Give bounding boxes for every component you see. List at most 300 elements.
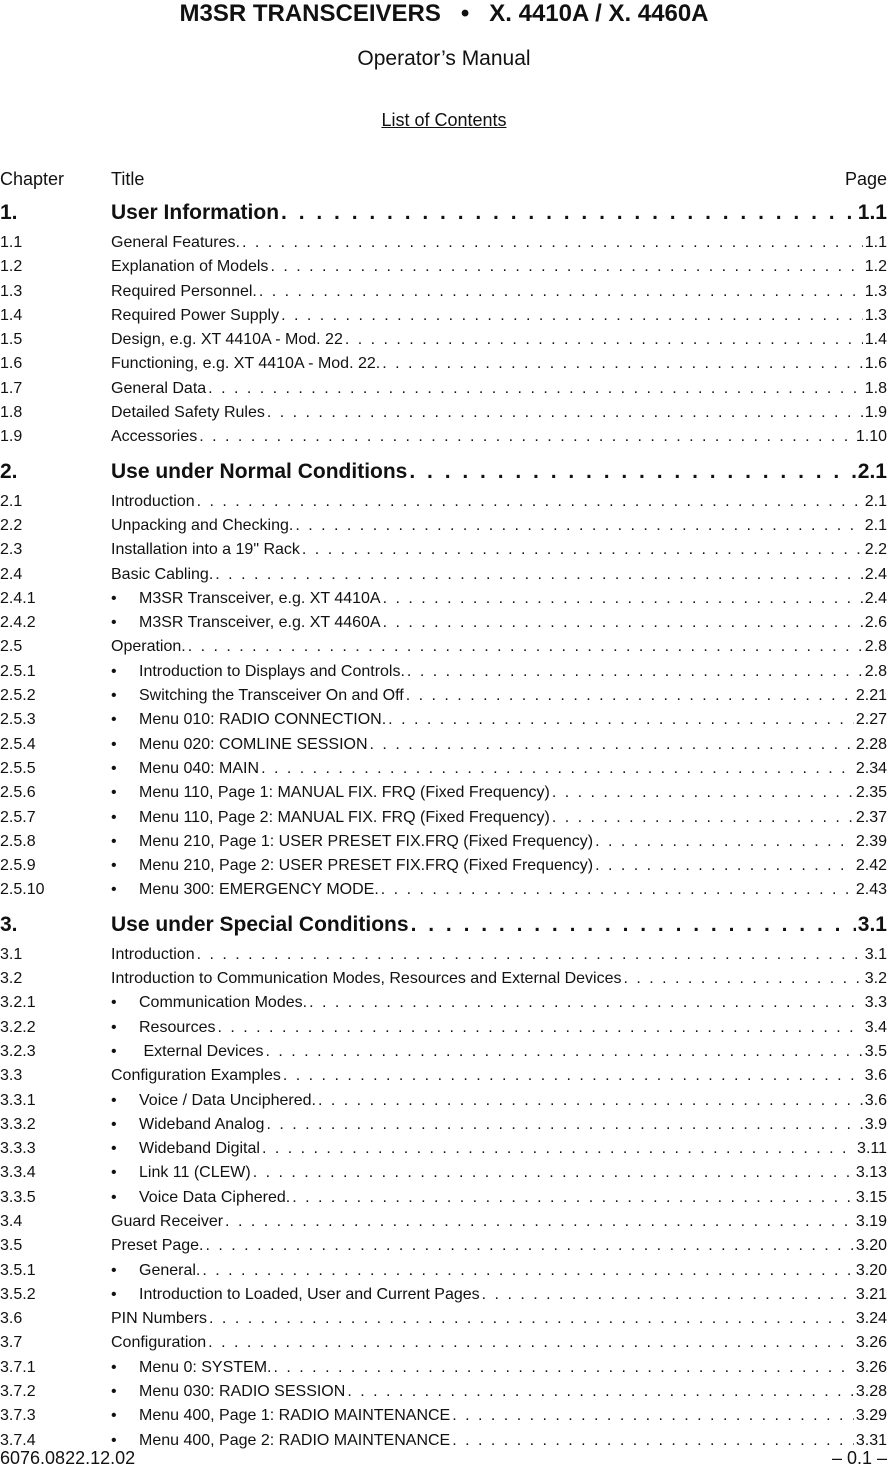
- toc-entry: [0, 514, 888, 538]
- toc-entry-body: [111, 255, 887, 279]
- toc-entry-page: 3.20: [855, 1237, 887, 1255]
- toc-entry-page: 3.1: [864, 945, 887, 963]
- dot-leader: [261, 757, 854, 781]
- toc-entry-page: 3.21: [855, 1285, 887, 1303]
- toc-entry: [0, 878, 888, 902]
- bullet-icon: •: [111, 1285, 117, 1303]
- toc-entry-title: Configuration Examples: [111, 1067, 281, 1085]
- bullet-icon: •: [111, 832, 117, 850]
- toc-entry-page: 2.34: [855, 759, 887, 777]
- dot-leader: [274, 1356, 854, 1380]
- contents-heading-text: List of Contents: [381, 110, 507, 130]
- toc-entry-body: [111, 1186, 887, 1210]
- toc-entry-body: [111, 1283, 887, 1307]
- toc-entry-body: [111, 1064, 887, 1088]
- toc-entry-title: Communication Modes.: [139, 994, 308, 1012]
- toc-entry: [0, 1186, 888, 1210]
- toc-entry-page: 1.2: [864, 258, 887, 276]
- toc-entry-number: 1.: [0, 201, 18, 224]
- bullet-icon: •: [111, 614, 117, 632]
- toc-entry-title: Guard Receiver: [111, 1212, 224, 1230]
- toc-entry-body: [111, 1089, 887, 1113]
- toc-entry: [0, 280, 888, 304]
- toc-entry-title: Voice Data Ciphered.: [139, 1188, 291, 1206]
- dot-leader: [267, 401, 863, 425]
- toc-entry-body: [111, 538, 887, 562]
- toc-entry-number: 1.9: [0, 428, 23, 446]
- toc-entry-title: Menu 210, Page 1: USER PRESET FIX.FRQ (Fixed Frequency): [139, 832, 594, 850]
- toc-entry-body: [111, 563, 887, 587]
- dot-leader: [595, 854, 854, 878]
- dot-leader: [209, 1307, 854, 1331]
- dot-leader: [199, 425, 854, 449]
- toc-entry: [0, 1331, 888, 1355]
- toc-entry-number: 3.: [0, 912, 18, 936]
- dot-leader: [225, 1210, 854, 1234]
- bullet-icon: •: [111, 1358, 117, 1376]
- toc-entry-title: Menu 010: RADIO CONNECTION.: [139, 711, 387, 729]
- dot-leader: [281, 304, 863, 328]
- toc-entry-number: 3.3.2: [0, 1115, 36, 1133]
- toc-entry: [0, 635, 888, 659]
- toc-entry-number: 3.5: [0, 1237, 23, 1255]
- toc-chapter-entry: [0, 198, 888, 231]
- toc-entry: [0, 684, 888, 708]
- toc-entry-number: 3.6: [0, 1310, 23, 1328]
- dot-leader: [242, 231, 863, 255]
- dot-leader: [292, 1186, 854, 1210]
- toc-entry-title: Functioning, e.g. XT 4410A - Mod. 22.: [111, 355, 381, 373]
- toc-entry-title: Installation into a 19" Rack: [111, 541, 300, 559]
- toc-entry-title: M3SR Transceiver, e.g. XT 4460A: [139, 614, 381, 632]
- toc-entry: [0, 425, 888, 449]
- toc-entry-body: [111, 231, 887, 255]
- toc-entry: [0, 1259, 888, 1283]
- bullet-icon: •: [111, 1188, 117, 1206]
- toc-entry-page: 2.2: [864, 541, 887, 559]
- toc-entry-title: Menu 030: RADIO SESSION: [139, 1383, 346, 1401]
- bullet-icon: •: [111, 687, 117, 705]
- toc-entry: [0, 1016, 888, 1040]
- toc-entry-body: [111, 352, 887, 376]
- toc-entry-page: 1.3: [864, 306, 887, 324]
- toc-entry-body: [111, 514, 887, 538]
- column-header-chapter: Chapter: [0, 169, 65, 189]
- document-subtitle: Operator’s Manual: [357, 47, 531, 70]
- toc-entry-body: [111, 1016, 887, 1040]
- toc-entry-body: [111, 943, 887, 967]
- dot-leader: [266, 1040, 863, 1064]
- toc-entry: [0, 490, 888, 514]
- toc-entry: [0, 1234, 888, 1258]
- toc-entry: [0, 854, 888, 878]
- dot-leader: [253, 1161, 854, 1185]
- bullet-icon: •: [111, 1407, 117, 1425]
- toc-entry: [0, 1040, 888, 1064]
- toc-entry-title: Explanation of Models: [111, 258, 269, 276]
- toc-entry-title: General Features.: [111, 234, 240, 251]
- table-of-contents: [0, 198, 888, 1453]
- toc-entry-title: Voice / Data Unciphered.: [139, 1091, 316, 1109]
- toc-entry-title: M3SR Transceiver, e.g. XT 4410A: [139, 589, 381, 607]
- toc-entry-body: [111, 490, 887, 514]
- toc-entry-number: 1.4: [0, 306, 23, 324]
- toc-entry-page: 1.8: [864, 379, 887, 397]
- toc-entry-title: Use under Normal Conditions: [111, 459, 408, 483]
- toc-entry-number: 3.1: [0, 945, 23, 963]
- toc-entry-number: 2.5.5: [0, 759, 36, 777]
- bullet-icon: •: [111, 1261, 117, 1279]
- toc-entry: [0, 328, 888, 352]
- toc-entry-body: [111, 1161, 887, 1185]
- toc-entry-body: [111, 1259, 887, 1283]
- toc-entry-page: 2.21: [855, 687, 887, 705]
- toc-entry: [0, 1137, 888, 1161]
- toc-entry-page: 3.9: [864, 1115, 887, 1133]
- toc-entry-page: 2.35: [855, 784, 887, 802]
- bullet-icon: •: [111, 759, 117, 777]
- toc-entry-number: 2.5.10: [0, 881, 45, 899]
- toc-entry: [0, 660, 888, 684]
- toc-entry-title: PIN Numbers: [111, 1310, 208, 1328]
- toc-entry: [0, 1380, 888, 1404]
- toc-entry-body: [111, 660, 887, 684]
- page-footer: [0, 1446, 888, 1470]
- dot-leader: [266, 1113, 862, 1137]
- toc-entry-title: Menu 210, Page 2: USER PRESET FIX.FRQ (Fixed Frequency): [139, 857, 594, 875]
- bullet-icon: •: [111, 1383, 117, 1401]
- dot-leader: [595, 830, 854, 854]
- toc-entry-title: Menu 300: EMERGENCY MODE.: [139, 881, 379, 899]
- toc-entry: [0, 1210, 888, 1234]
- toc-entry-number: 1.6: [0, 355, 23, 373]
- dot-leader: [188, 635, 863, 659]
- toc-entry-title: Detailed Safety Rules: [111, 404, 265, 422]
- toc-entry: [0, 806, 888, 830]
- toc-entry-number: 3.7.1: [0, 1358, 36, 1376]
- toc-entry-page: 2.6: [864, 614, 887, 632]
- dot-leader: [206, 1234, 854, 1258]
- dot-leader: [215, 563, 862, 587]
- toc-entry-page: 2.42: [855, 857, 887, 875]
- toc-entry-page: 3.3: [864, 994, 887, 1012]
- toc-entry-number: 1.7: [0, 379, 23, 397]
- dot-leader: [295, 514, 862, 538]
- toc-entry-page: 3.13: [855, 1164, 887, 1182]
- toc-entry-page: 3.1: [857, 912, 887, 936]
- toc-entry-body: [111, 757, 887, 781]
- toc-entry-title: Required Power Supply: [111, 306, 280, 324]
- column-header-title: Title: [111, 169, 145, 189]
- bullet-icon: •: [111, 881, 117, 899]
- toc-entry-number: 2.5.7: [0, 808, 36, 826]
- toc-entry-page: 3.26: [855, 1334, 887, 1352]
- toc-entry-number: 2.5: [0, 638, 23, 656]
- toc-entry-body: [111, 1113, 887, 1137]
- toc-entry-body: [111, 611, 887, 635]
- toc-entry-title: Menu 400, Page 2: RADIO MAINTENANCE: [139, 1431, 451, 1449]
- toc-entry-number: 3.7: [0, 1334, 23, 1352]
- toc-entry-body: [111, 733, 887, 757]
- toc-entry-page: 1.3: [864, 282, 887, 300]
- toc-entry-page: 3.6: [864, 1091, 887, 1109]
- dot-leader: [383, 587, 863, 611]
- toc-entry-title: Use under Special Conditions: [111, 912, 409, 936]
- toc-entry-page: 2.39: [855, 832, 887, 850]
- dot-leader: [407, 660, 863, 684]
- toc-entry-page: 1.6: [864, 355, 887, 373]
- dot-leader: [202, 1259, 853, 1283]
- toc-entry: [0, 1404, 888, 1428]
- dot-leader: [262, 1137, 855, 1161]
- toc-entry-number: 2.5.1: [0, 662, 36, 680]
- toc-entry-body: [111, 1040, 887, 1064]
- toc-entry: [0, 830, 888, 854]
- bullet-icon: •: [111, 784, 117, 802]
- toc-entry-body: [111, 878, 887, 902]
- toc-entry: [0, 563, 888, 587]
- toc-entry: [0, 1064, 888, 1088]
- dot-leader: [281, 198, 856, 228]
- toc-entry-number: 1.2: [0, 258, 23, 276]
- toc-entry-body: [111, 806, 887, 830]
- toc-chapter-entry: [0, 910, 888, 943]
- toc-entry-page: 2.4: [864, 565, 887, 583]
- bullet-icon: •: [111, 662, 117, 680]
- dot-leader: [283, 1064, 863, 1088]
- toc-entry-number: 3.3: [0, 1067, 23, 1085]
- toc-entry-page: 1.1: [864, 234, 887, 251]
- toc-entry-number: 1.1: [0, 234, 23, 251]
- dot-leader: [318, 1089, 863, 1113]
- column-header-page: Page: [844, 169, 887, 189]
- dot-leader: [197, 943, 863, 967]
- toc-entry: [0, 991, 888, 1015]
- toc-entry: [0, 231, 888, 255]
- toc-entry-title: Introduction to Displays and Controls.: [139, 662, 405, 680]
- toc-entry-number: 2.1: [0, 492, 23, 510]
- toc-entry-number: 2.5.6: [0, 784, 36, 802]
- toc-entry-number: 1.3: [0, 282, 23, 300]
- dot-leader: [382, 352, 863, 376]
- toc-entry-title: General.: [139, 1261, 201, 1279]
- toc-entry-page: 3.24: [855, 1310, 887, 1328]
- toc-entry-title: Introduction to Loaded, User and Current Pages: [139, 1285, 480, 1303]
- toc-entry-page: 1.9: [864, 404, 887, 422]
- toc-entry-page: 3.20: [855, 1261, 887, 1279]
- toc-entry-title: Operation.: [111, 638, 186, 656]
- dot-leader: [345, 328, 863, 352]
- bullet-icon: •: [111, 857, 117, 875]
- dot-leader: [623, 967, 862, 991]
- toc-entry-number: 2.5.8: [0, 832, 36, 850]
- dot-leader: [552, 806, 854, 830]
- dot-leader: [383, 611, 863, 635]
- toc-entry: [0, 1161, 888, 1185]
- toc-entry-title: Switching the Transceiver On and Off: [139, 687, 404, 705]
- toc-entry-number: 2.5.2: [0, 687, 36, 705]
- toc-entry-page: 2.27: [855, 711, 887, 729]
- toc-entry-title: Introduction: [111, 492, 195, 510]
- toc-entry-page: 1.1: [857, 201, 887, 224]
- toc-entry-title: User Information: [111, 201, 280, 224]
- toc-entry-title: Basic Cabling.: [111, 565, 214, 583]
- toc-entry-body: [111, 781, 887, 805]
- toc-entry-page: 3.5: [864, 1042, 887, 1060]
- bullet-icon: •: [111, 808, 117, 826]
- toc-entry-number: 2.5.3: [0, 711, 36, 729]
- toc-entry-page: 1.10: [855, 428, 887, 446]
- toc-entry-title: Unpacking and Checking.: [111, 516, 294, 534]
- toc-entry-page: 2.1: [857, 459, 887, 483]
- toc-entry-number: 3.2.2: [0, 1018, 36, 1036]
- toc-entry-body: [111, 587, 887, 611]
- toc-entry-body: [111, 1210, 887, 1234]
- toc-entry: [0, 1307, 888, 1331]
- toc-entry-body: [111, 854, 887, 878]
- toc-entry-body: [111, 401, 887, 425]
- toc-entry-title: Configuration: [111, 1334, 207, 1352]
- toc-entry-number: 2.4: [0, 565, 23, 583]
- toc-entry-number: 2.3: [0, 541, 23, 559]
- toc-entry-body: [111, 830, 887, 854]
- dot-leader: [482, 1283, 854, 1307]
- toc-entry: [0, 733, 888, 757]
- dot-leader: [411, 910, 856, 940]
- dot-leader: [208, 377, 863, 401]
- toc-entry-number: 3.3.3: [0, 1140, 36, 1158]
- dot-leader: [388, 708, 854, 732]
- toc-entry-body: [111, 708, 887, 732]
- toc-entry-title: General Data: [111, 379, 207, 397]
- toc-entry-page: 1.4: [864, 331, 887, 349]
- bullet-icon: •: [111, 589, 117, 607]
- toc-entry-body: [111, 684, 887, 708]
- bullet-icon: •: [111, 1140, 117, 1158]
- toc-entry-number: 3.5.2: [0, 1285, 36, 1303]
- toc-entry-number: 3.5.1: [0, 1261, 36, 1279]
- toc-entry: [0, 781, 888, 805]
- toc-entry-body: [111, 635, 887, 659]
- toc-entry-number: 1.8: [0, 404, 23, 422]
- dot-leader: [552, 781, 854, 805]
- toc-entry-number: 3.7.3: [0, 1407, 36, 1425]
- toc-entry-body: [111, 280, 887, 304]
- column-headers: [0, 168, 888, 190]
- toc-entry-page: 2.1: [864, 516, 887, 534]
- toc-entry-body: [111, 1234, 887, 1258]
- toc-entry-body: [111, 1356, 887, 1380]
- toc-entry: [0, 1283, 888, 1307]
- dot-leader: [381, 878, 854, 902]
- bullet-icon: •: [111, 994, 117, 1012]
- dot-leader: [197, 490, 863, 514]
- bullet-icon: •: [111, 1091, 117, 1109]
- toc-entry-number: 2.5.9: [0, 857, 36, 875]
- bullet-icon: •: [111, 735, 117, 753]
- toc-entry-body: [111, 457, 887, 487]
- toc-entry-number: 3.3.1: [0, 1091, 36, 1109]
- toc-entry-body: [111, 377, 887, 401]
- toc-entry-number: 3.3.5: [0, 1188, 36, 1206]
- toc-entry: [0, 943, 888, 967]
- toc-entry: [0, 1356, 888, 1380]
- toc-entry-page: 2.28: [855, 735, 887, 753]
- toc-entry-body: [111, 198, 887, 228]
- dot-leader: [406, 684, 854, 708]
- document-title: M3SR TRANSCEIVERS • X. 4410A / X. 4460A: [179, 0, 709, 27]
- toc-entry-title: Link 11 (CLEW): [139, 1164, 251, 1182]
- toc-entry-body: [111, 910, 887, 940]
- toc-entry: [0, 967, 888, 991]
- dot-leader: [217, 1016, 862, 1040]
- toc-entry-title: Introduction to Communication Modes, Resources and External Devices: [111, 970, 622, 988]
- dot-leader: [347, 1380, 854, 1404]
- toc-entry-number: 2.2: [0, 516, 23, 534]
- toc-entry-body: [111, 967, 887, 991]
- dot-leader: [302, 538, 863, 562]
- toc-entry-number: 2.4.2: [0, 614, 36, 632]
- bullet-icon: •: [111, 1115, 117, 1133]
- toc-entry-title: Wideband Digital: [139, 1140, 260, 1158]
- toc-entry-number: 2.: [0, 459, 18, 483]
- toc-entry-title: Accessories: [111, 428, 198, 446]
- toc-entry-page: 3.29: [855, 1407, 887, 1425]
- dot-leader: [208, 1331, 854, 1355]
- toc-entry-page: 3.28: [855, 1383, 887, 1401]
- toc-entry-body: [111, 1331, 887, 1355]
- toc-entry-page: 3.2: [864, 970, 887, 988]
- toc-entry-body: [111, 1307, 887, 1331]
- dot-leader: [452, 1404, 854, 1428]
- toc-entry-number: 3.2: [0, 970, 23, 988]
- toc-entry-title: Resources: [139, 1018, 216, 1036]
- toc-entry: [0, 255, 888, 279]
- toc-entry: [0, 377, 888, 401]
- contents-heading: [0, 109, 888, 131]
- bullet-icon: •: [111, 1431, 117, 1449]
- toc-entry-number: 2.5.4: [0, 735, 36, 753]
- toc-chapter-entry: [0, 457, 888, 490]
- toc-entry-body: [111, 304, 887, 328]
- dot-leader: [270, 255, 862, 279]
- toc-entry-number: 1.5: [0, 331, 23, 349]
- document-number: 6076.0822.12.02: [0, 1448, 136, 1468]
- toc-entry-title: Menu 0: SYSTEM.: [139, 1358, 272, 1376]
- bullet-icon: •: [111, 1164, 117, 1182]
- toc-entry-page: 3.11: [857, 1140, 887, 1158]
- toc-entry-title: Required Personnel.: [111, 282, 257, 300]
- toc-entry-number: 3.2.1: [0, 994, 36, 1012]
- toc-entry: [0, 708, 888, 732]
- toc-entry-body: [111, 328, 887, 352]
- toc-entry: [0, 401, 888, 425]
- dot-leader: [259, 280, 863, 304]
- bullet-icon: •: [111, 1042, 117, 1060]
- toc-entry-page: 2.8: [864, 662, 887, 680]
- dot-leader: [370, 733, 854, 757]
- toc-entry-number: 3.7.4: [0, 1431, 36, 1449]
- toc-entry: [0, 1113, 888, 1137]
- toc-entry: [0, 587, 888, 611]
- toc-entry-title: Menu 020: COMLINE SESSION: [139, 735, 368, 753]
- toc-entry-page: 2.1: [864, 492, 887, 510]
- dot-leader: [309, 991, 863, 1015]
- toc-entry-body: [111, 425, 887, 449]
- toc-entry: [0, 304, 888, 328]
- toc-entry-title: External Devices: [139, 1042, 264, 1060]
- toc-entry: [0, 538, 888, 562]
